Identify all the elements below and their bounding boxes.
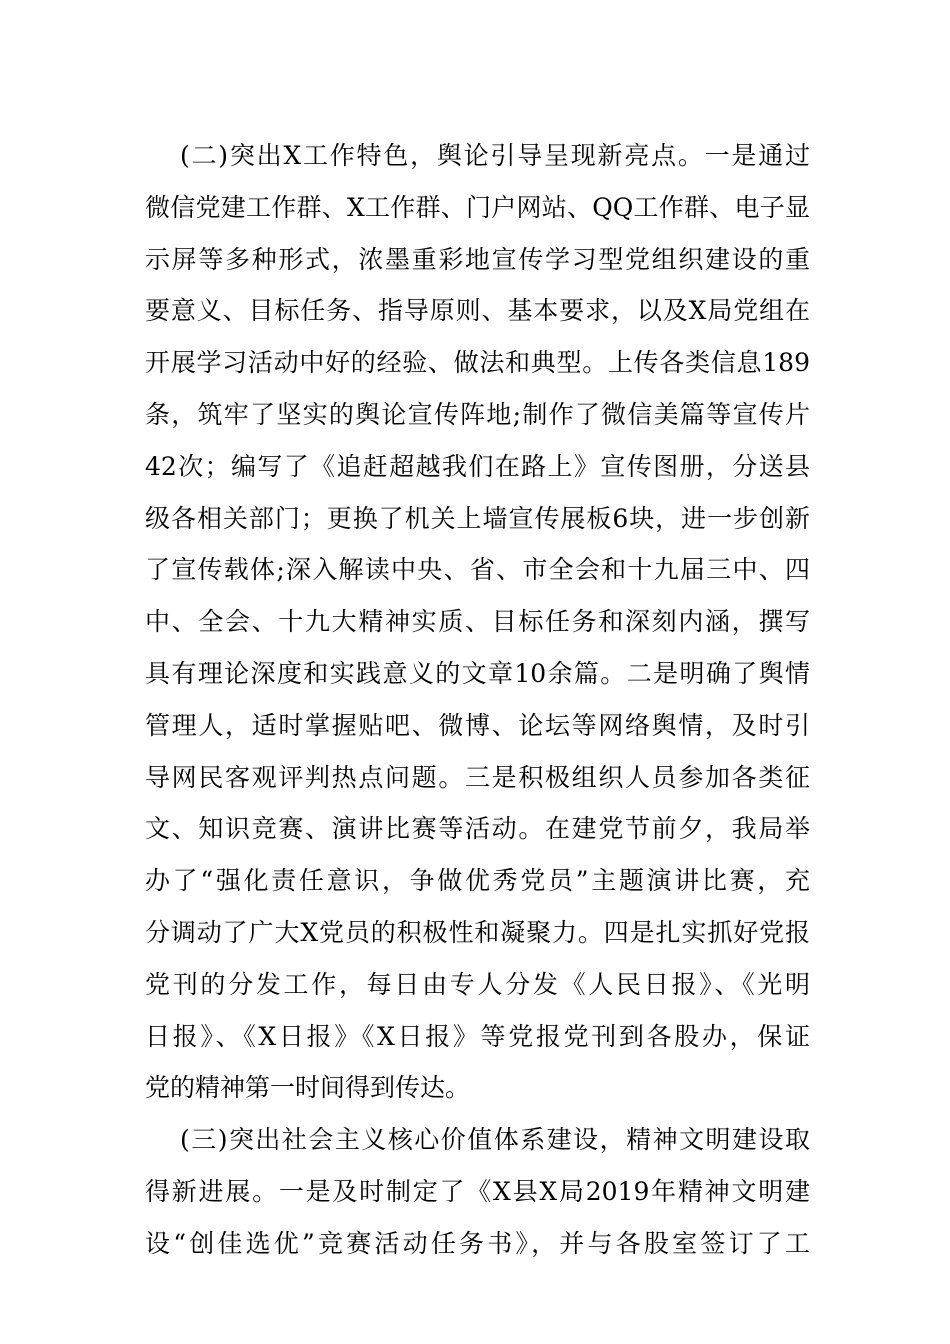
text-line: 分调动了广大X党员的积极性和凝聚力。四是扎实抓好党报 [145,917,810,947]
text-line: 办了“强化责任意识，争做优秀党员”主题演讲比赛，充 [145,866,810,896]
text-line: 42次；编写了《追赶超越我们在路上》宣传图册，分送县 [145,451,810,481]
text-line: 具有理论深度和实践意义的文章10余篇。二是明确了舆情 [145,658,810,688]
text-line: 日报》、《X日报》《X日报》等党报党刊到各股办，保证 [145,1021,810,1051]
text-line: 开展学习活动中好的经验、做法和典型。上传各类信息189 [145,348,810,378]
text-line: 文、知识竞赛、演讲比赛等活动。在建党节前夕，我局举 [145,814,810,844]
document-body [145,130,810,1270]
text-line: 条，筑牢了坚实的舆论宣传阵地;制作了微信美篇等宣传片 [145,399,810,429]
text-line: 党刊的分发工作，每日由专人分发《人民日报》、《光明 [145,969,810,999]
text-line: (三)突出社会主义核心价值体系建设，精神文明建设取 [180,1125,810,1155]
text-line: 示屏等多种形式，浓墨重彩地宣传学习型党组织建设的重 [145,244,810,274]
text-line: 要意义、目标任务、指导原则、基本要求，以及X局党组在 [145,296,810,326]
text-line: (二)突出X工作特色，舆论引导呈现新亮点。一是通过 [180,141,810,170]
text-line: 党的精神第一时间得到传达。 [145,1073,471,1103]
text-line: 微信党建工作群、X工作群、门户网站、QQ工作群、电子显 [145,192,810,222]
text-line: 中、全会、十九大精神实质、目标任务和深刻内涵，撰写 [145,607,810,637]
paragraph-media-guidance [145,130,810,1114]
text-line: 导网民客观评判热点问题。三是积极组织人员参加各类征 [145,762,810,792]
text-line: 设“创佳选优”竞赛活动任务书》，并与各股室签订了工 [145,1228,810,1258]
text-line: 了宣传载体;深入解读中央、省、市全会和十九届三中、四 [145,555,810,585]
paragraph-civilization-building [145,1114,810,1269]
text-line: 级各相关部门；更换了机关上墙宣传展板6块，进一步创新 [145,503,810,533]
text-line: 管理人，适时掌握贴吧、微博、论坛等网络舆情，及时引 [145,710,810,740]
text-line: 得新进展。一是及时制定了《X县X局2019年精神文明建 [145,1176,810,1206]
